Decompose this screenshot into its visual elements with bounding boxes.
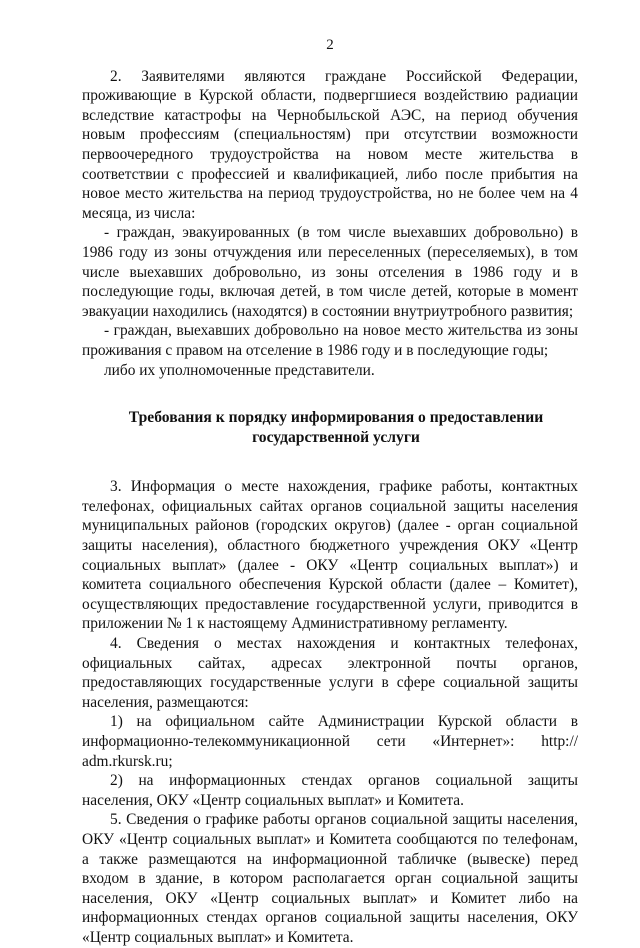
- list-item-official-website: 1) на официальном сайте Администрации Курской области в информационно-телекоммуникационной сети «Интернет»: http:// adm.rkursk.ru;: [82, 713, 578, 770]
- list-item-information-stands: 2) на информационных стендах органов социальной защиты населения, ОКУ «Центр социальных выплат» и Комитета.: [82, 772, 578, 809]
- paragraph-applicants: 2. Заявителями являются граждане Российской Федерации, проживающие в Курской области, подвергшиеся воздействию радиации вследствие катастрофы на Чернобыльской АЭС, на период обучения новым профессиям (специальностям) при отсутствии возможности первоочередного трудоустройства на новом месте жительства в соответствии с профессией и квалификацией, либо после прибытия на новое место жительства на период трудоустройства, но не более чем на 4 месяца, из числа:: [82, 67, 578, 222]
- paragraph-work-schedule: 5. Сведения о графике работы органов социальной защиты населения, ОКУ «Центр социальных выплат» и Комитета сообщаются по телефонам, а также размещаются на информационной табличке (вывеске) перед входом в здание, в котором располагается орган социальной защиты населения, ОКУ «Центр социальных выплат» и Комитет либо на информационных стендах органов социальной защиты населения, ОКУ «Центр социальных выплат» и Комитета.: [82, 811, 578, 946]
- list-item-voluntary-relocated-citizens: - граждан, выехавших добровольно на новое место жительства из зоны проживания с правом на отселение в 1986 году и в последующие годы;: [82, 322, 578, 359]
- paragraph-information-location: 3. Информация о месте нахождения, графике работы, контактных телефонах, официальных сайтах органов социальной защиты населения муниципальных районов (городских округов) (далее - орган социальной защиты населения), областного бюджетного учреждения ОКУ «Центр социальных выплат» (далее - ОКУ «Центр социальных выплат») и комитета социального обеспечения Курской области (далее – Комитет), осуществляющих предоставление государственной услуги, приводится в приложении № 1 к настоящему Административному регламенту.: [82, 478, 578, 633]
- section-heading-line-1: Требования к порядку информирования о предоставлении: [128, 409, 544, 427]
- list-item-evacuated-citizens: - граждан, эвакуированных (в том числе выехавших добровольно) в 1986 году из зоны отчуждения или переселенных (переселяемых), в том числе выехавших добровольно, из зоны отселения в 1986 году и в последующие годы, включая детей, в том числе детей, которые в момент эвакуации находились (находятся) в состоянии внутриутробного развития;: [82, 224, 578, 320]
- section-heading-line-2: государственной услуги: [252, 428, 420, 446]
- document-page: [82, 36, 578, 948]
- paragraph-information-placement: 4. Сведения о местах нахождения и контактных телефонах, официальных сайтах, адресах электронной почты органов, предоставляющих государственные услуги в сфере социальной защиты населения, размещаются:: [82, 635, 578, 711]
- list-item-representatives: либо их уполномоченные представители.: [104, 361, 375, 379]
- section-heading: [82, 408, 578, 447]
- page-number: 2: [326, 37, 334, 53]
